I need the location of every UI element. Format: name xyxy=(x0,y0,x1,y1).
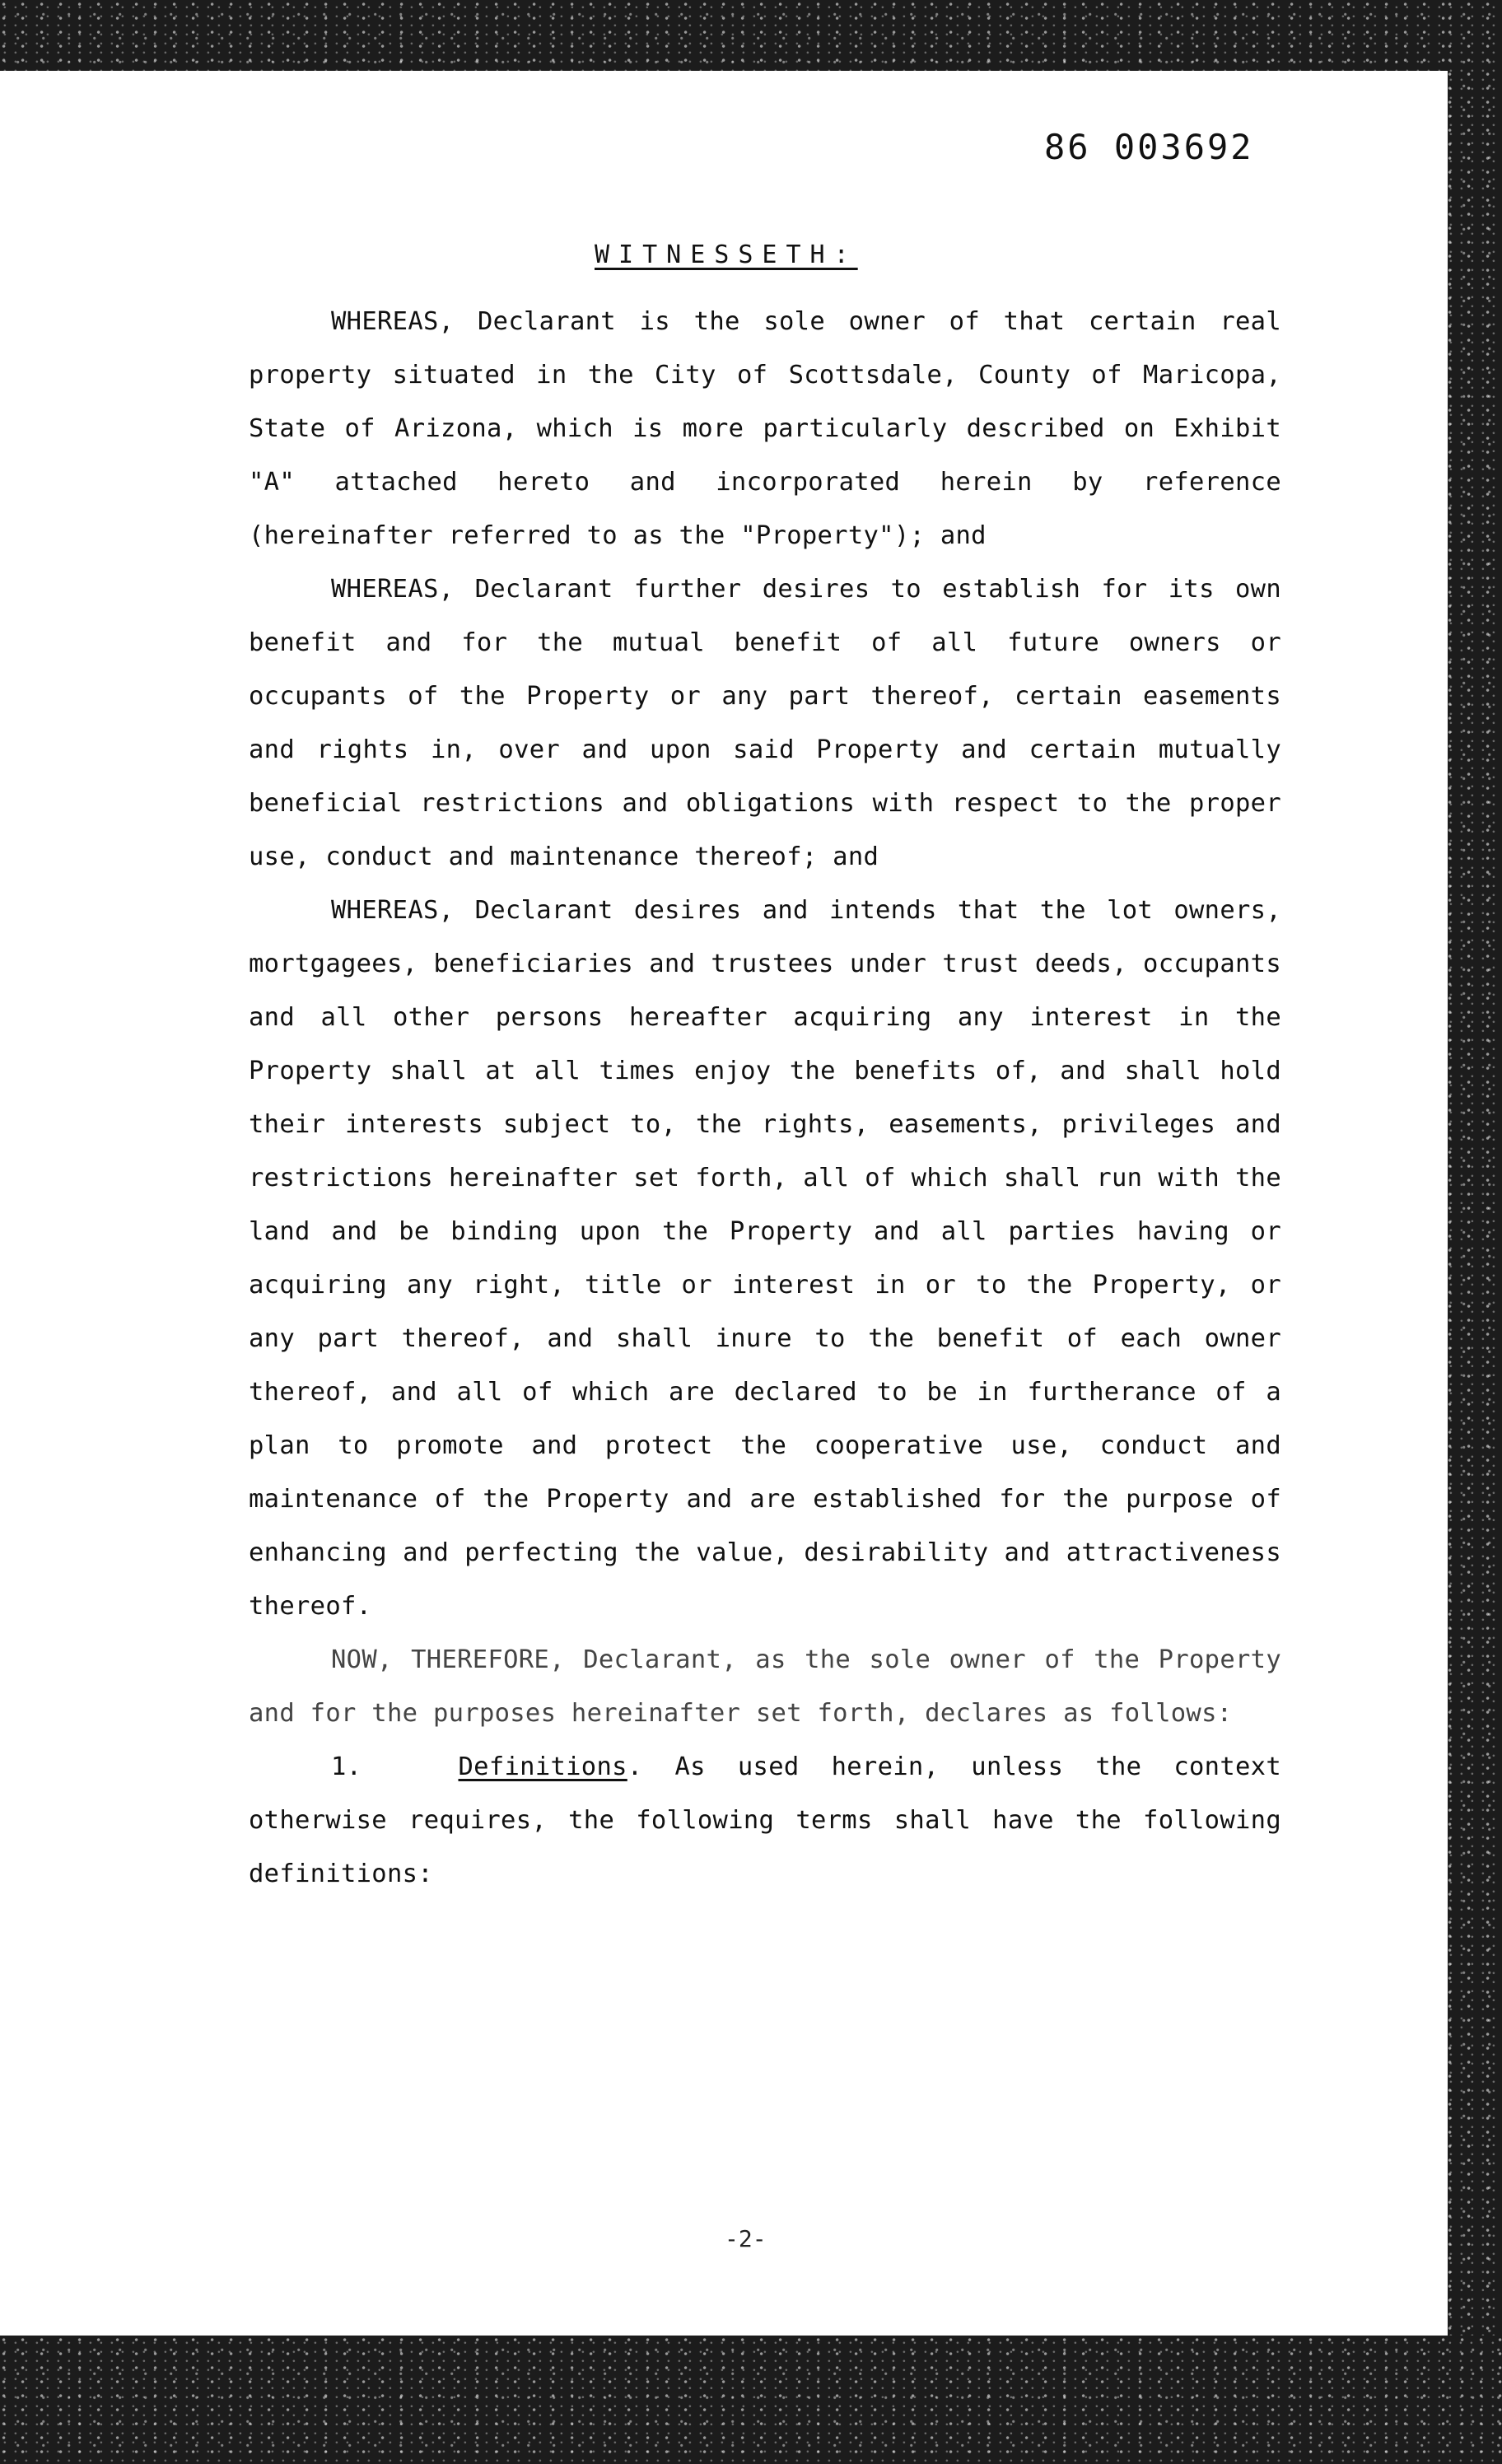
scan-noise-right xyxy=(1446,0,1502,2464)
document-body xyxy=(249,295,1281,1901)
definitions-text: . As used herein, unless the context otherwise requires, the following terms shall have the following definitions: xyxy=(249,1752,1281,1888)
document-number: 86 003692 xyxy=(1044,127,1254,167)
page-number: -2- xyxy=(725,2225,767,2252)
paragraph-definitions xyxy=(249,1740,1281,1901)
paragraph-now-therefore: NOW, THEREFORE, Declarant, as the sole owner of the Property and for the purposes hereinafter set forth, declares as follows: xyxy=(249,1645,1281,1728)
paragraph-whereas-3: WHEREAS, Declarant desires and intends that the lot owners, mortgagees, beneficiaries and trustees under trust deeds, occupants and all other persons hereafter acquiring any interest in the Property shall at all times enjoy the benefits of, and shall hold their interests subject to, the rights, easements, privileges and restrictions hereinafter set forth, all of which shall run with the land and be binding upon the Property and all parties having or acquiring any right, title or interest in or to the Property, or any part thereof, and shall inure to the benefit of each owner thereof, and all of which are declared to be in furtherance of a plan to promote and protect the cooperative use, conduct and maintenance of the Property and are established for the purpose of enhancing and perfecting the value, desirability and attractiveness thereof. xyxy=(249,896,1281,1621)
paragraph-whereas-1: WHEREAS, Declarant is the sole owner of that certain real property situated in the City of Scottsdale, County of Maricopa, State of Arizona, which is more particularly described on Exhibit "A" attached hereto and incorporated herein by reference (hereinafter referred to as the "Property"); and xyxy=(249,307,1281,550)
scan-noise-bottom xyxy=(0,2336,1502,2464)
definitions-number: 1. xyxy=(331,1752,362,1781)
scan-noise-top xyxy=(0,0,1502,79)
witnesseth-heading: WITNESSETH: xyxy=(595,240,858,269)
definitions-title: Definitions xyxy=(458,1752,627,1781)
paragraph-whereas-2: WHEREAS, Declarant further desires to establish for its own benefit and for the mutual benefit of all future owners or occupants of the Property or any part thereof, certain easements and rights in, over and upon said Property and certain mutually beneficial restrictions and obligations with respect to the proper use, conduct and maintenance thereof; and xyxy=(249,575,1281,871)
